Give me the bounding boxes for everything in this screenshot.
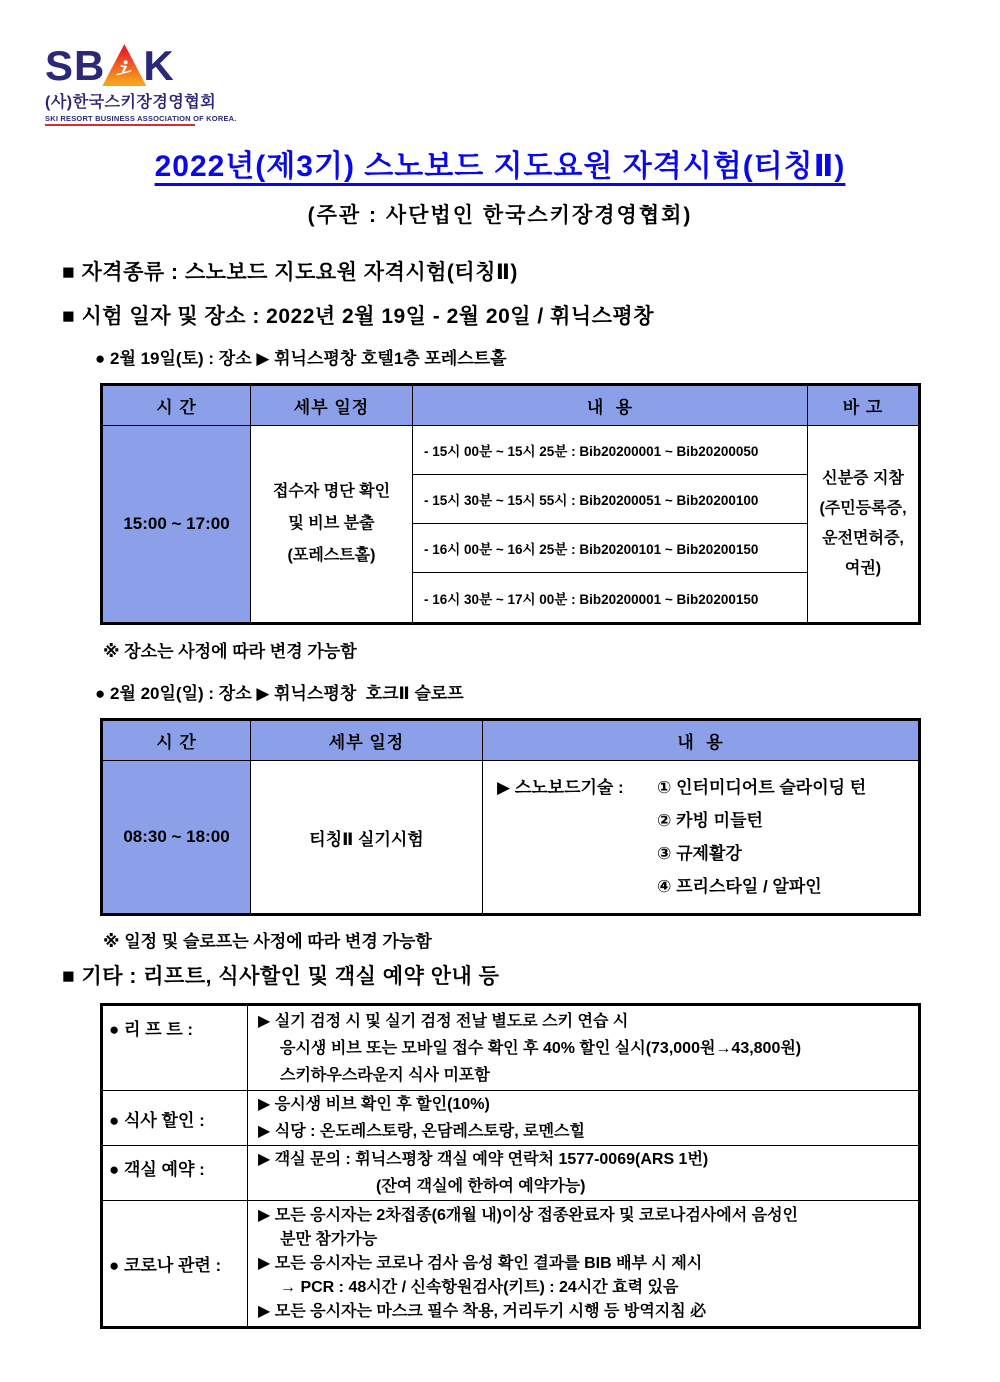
table1-header-remark: 바 고 — [808, 386, 918, 426]
snowboard-skills-line — [497, 771, 866, 804]
lift-info-cell — [248, 1006, 918, 1091]
sbak-logo — [45, 42, 237, 126]
table2-header-content: 내 용 — [483, 721, 918, 761]
remark-line: (주민등록증, — [819, 500, 907, 517]
info-line: ▶ 모든 응시자는 코로나 검사 음성 확인 결과를 BIB 배부 시 제시 — [258, 1254, 703, 1272]
logo-text-sb: SB — [45, 42, 106, 89]
table1-header-content: 내 용 — [413, 386, 808, 426]
info-line: → PCR : 48시간 / 신속항원검사(키트) : 24시간 효력 있음 — [280, 1278, 679, 1296]
page-title-text: 2022년(제3기) 스노보드 지도요원 자격시험(티칭Ⅱ) — [154, 150, 846, 183]
page-subtitle: (주관 : 사단법인 한국스키장경영협회) — [307, 204, 693, 227]
info-line: ▶ 객실 문의 : 휘닉스평창 객실 예약 연락처 1577-0069(ARS 1번) — [258, 1151, 709, 1168]
meal-discount-label: ● 식사 할인 : — [103, 1091, 248, 1146]
exam-date-location-line: ■ 시험 일자 및 장소 : 2022년 2월 19일 - 2월 20일 / 휘닉스평창 — [62, 305, 655, 328]
table1-time-cell: 15:00 ~ 17:00 — [103, 426, 251, 622]
info-line: ▶ 모든 응시자는 2차접종(6개월 내)이상 접종완료자 및 코로나검사에서 음성인 — [258, 1206, 799, 1224]
snowboard-skills-lead: ▶ 스노보드기술 : — [497, 778, 629, 797]
covid-label: ● 코로나 관련 : — [103, 1201, 248, 1326]
schedule-line: 접수자 명단 확인 — [272, 483, 391, 500]
table1-header-time: 시 간 — [103, 386, 251, 426]
skill-item: ④ 프리스타일 / 알파인 — [657, 877, 822, 896]
room-reservation-label: ● 객실 예약 : — [103, 1146, 248, 1201]
day1-schedule-table — [100, 383, 921, 625]
bib-slot-row: - 15시 00분 ~ 15시 25분 : Bib20200001 ~ Bib20200050 — [413, 426, 808, 475]
info-line: (잔여 객실에 한하여 예약가능) — [376, 1178, 586, 1195]
day2-schedule-table — [100, 718, 921, 916]
table2-schedule-cell: 티칭Ⅱ 실기시험 — [251, 761, 483, 913]
logo-triangle-icon — [102, 44, 146, 86]
table1-header-schedule: 세부 일정 — [251, 386, 413, 426]
page-title — [0, 141, 1000, 185]
info-line: ▶ 식당 : 온도레스토랑, 온담레스토랑, 로멘스힐 — [258, 1123, 585, 1140]
covid-info-cell — [248, 1201, 918, 1326]
room-reservation-info-cell — [248, 1146, 918, 1201]
remark-line: 운전면허증, — [822, 530, 904, 547]
table2-time-cell: 08:30 ~ 18:00 — [103, 761, 251, 913]
qualification-type-line: ■ 자격종류 : 스노보드 지도요원 자격시험(티칭Ⅱ) — [62, 261, 518, 284]
skill-item: ① 인터미디어트 슬라이딩 턴 — [657, 778, 867, 797]
remark-line: 여권) — [844, 560, 882, 577]
info-line: 분만 참가가능 — [280, 1230, 378, 1248]
table2-content-cell — [483, 761, 918, 913]
table2-header-time: 시 간 — [103, 721, 251, 761]
info-line: ▶ 모든 응시자는 마스크 필수 착용, 거리두기 시행 등 방역지침 必 — [258, 1302, 707, 1320]
logo-org-name-kr: (사)한국스키장경영협회 — [45, 94, 217, 111]
other-info-table — [100, 1003, 921, 1329]
skier-icon — [114, 58, 134, 80]
bib-slot-row: - 16시 00분 ~ 16시 25분 : Bib20200101 ~ Bib20200150 — [413, 524, 808, 573]
day2-location-line: ● 2월 20일(일) : 장소 ▶ 휘닉스평창 호크Ⅱ 슬로프 — [95, 684, 464, 703]
schedule-line: 및 비브 분출 — [288, 515, 375, 532]
info-line: ▶ 응시생 비브 확인 후 할인(10%) — [258, 1096, 490, 1113]
remark-line: 신분증 지참 — [822, 470, 904, 487]
table2-header-schedule: 세부 일정 — [251, 721, 483, 761]
day1-location-line: ● 2월 19일(토) : 장소 ▶ 휘닉스평창 호텔1층 포레스트홀 — [95, 349, 507, 368]
info-line: 스키하우스라운지 식사 미포함 — [280, 1066, 490, 1084]
skill-item: ② 카빙 미들턴 — [657, 811, 763, 830]
venue-change-note: ※ 장소는 사정에 따라 변경 가능함 — [103, 642, 357, 661]
logo-wordmark — [45, 42, 216, 89]
info-line: 응시생 비브 또는 모바일 접수 확인 후 40% 할인 실시(73,000원→43,800원) — [280, 1039, 802, 1057]
bib-slot-row: - 15시 30분 ~ 15시 55시 : Bib20200051 ~ Bib20200100 — [413, 475, 808, 524]
info-line: ▶ 실기 검정 시 및 실기 검정 전날 별도로 스키 연습 시 — [258, 1012, 629, 1030]
etc-info-line: ■ 기타 : 리프트, 식사할인 및 객실 예약 안내 등 — [62, 965, 500, 988]
lift-label: ● 리 프 트 : — [103, 1006, 248, 1091]
logo-org-name-en: SKI RESORT BUSINESS ASSOCIATION OF KOREA. — [45, 114, 195, 126]
meal-discount-info-cell — [248, 1091, 918, 1146]
schedule-line: (포레스트홀) — [287, 547, 376, 564]
logo-text-k: K — [143, 42, 175, 89]
skill-item: ③ 규제활강 — [657, 844, 742, 863]
bib-slot-row: - 16시 30분 ~ 17시 00분 : Bib20200001 ~ Bib20200150 — [413, 573, 808, 622]
slope-change-note: ※ 일정 및 슬로프는 사정에 따라 변경 가능함 — [103, 932, 432, 951]
table1-remark-cell — [808, 426, 918, 622]
table1-schedule-cell — [251, 426, 413, 622]
